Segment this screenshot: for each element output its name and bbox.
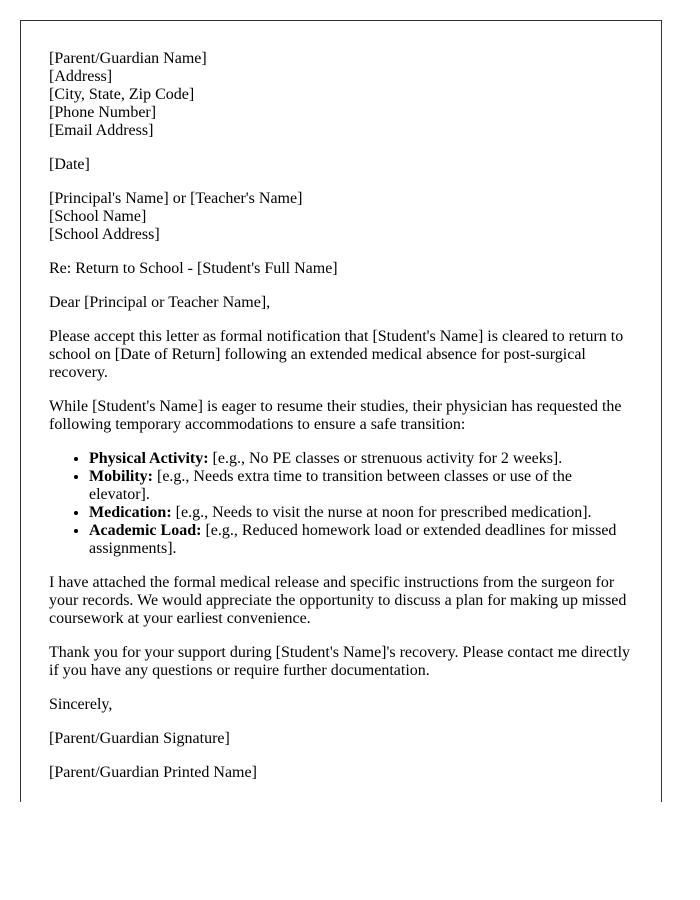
item-label: Mobility:: [89, 468, 153, 485]
sender-address: [Address]: [49, 68, 113, 85]
signature: [Parent/Guardian Signature]: [49, 730, 230, 747]
list-item: [89, 450, 633, 468]
accommodations-list: [49, 450, 633, 558]
item-text: [e.g., Needs extra time to transition between classes or use of the elevator].: [89, 468, 572, 503]
item-label: Medication:: [89, 504, 172, 521]
sender-city: [City, State, Zip Code]: [49, 86, 195, 103]
sender-phone: [Phone Number]: [49, 104, 157, 121]
closing: Sincerely,: [49, 696, 113, 713]
body-paragraph: Please accept this letter as formal notification that [Student's Name] is cleared to return to school on [Date of Return] following an extended medical absence for post-surgical recovery.: [49, 328, 624, 381]
body-paragraph: While [Student's Name] is eager to resume their studies, their physician has requested the following temporary accommodations to ensure a safe transition:: [49, 398, 622, 433]
printed-name: [Parent/Guardian Printed Name]: [49, 764, 257, 781]
item-label: Academic Load:: [89, 522, 202, 539]
body-paragraph: I have attached the formal medical release and specific instructions from the surgeon for your records. We would appreciate the opportunity to discuss a plan for making up missed coursework at your earliest convenience.: [49, 574, 627, 627]
recipient-address: [School Address]: [49, 226, 160, 243]
recipient-name: [Principal's Name] or [Teacher's Name]: [49, 190, 303, 207]
letter-page: [20, 20, 662, 802]
item-text: [e.g., No PE classes or strenuous activity for 2 weeks].: [208, 450, 563, 467]
sender-email: [Email Address]: [49, 122, 154, 139]
item-text: [e.g., Needs to visit the nurse at noon for prescribed medication].: [171, 504, 592, 521]
recipient-school: [School Name]: [49, 208, 147, 225]
body-paragraph: Thank you for your support during [Student's Name]'s recovery. Please contact me directly if you have any questions or require further documentation.: [49, 644, 631, 679]
list-item: [89, 504, 633, 522]
sender-block: [49, 50, 633, 140]
letter-date: [Date]: [49, 156, 90, 173]
subject-line: Re: Return to School - [Student's Full Name]: [49, 260, 338, 277]
item-text: [e.g., Reduced homework load or extended deadlines for missed assignments].: [89, 522, 617, 557]
list-item: [89, 522, 633, 558]
list-item: [89, 468, 633, 504]
recipient-block: [49, 190, 633, 244]
sender-name: [Parent/Guardian Name]: [49, 50, 207, 67]
item-label: Physical Activity:: [89, 450, 209, 467]
salutation: Dear [Principal or Teacher Name],: [49, 294, 271, 311]
